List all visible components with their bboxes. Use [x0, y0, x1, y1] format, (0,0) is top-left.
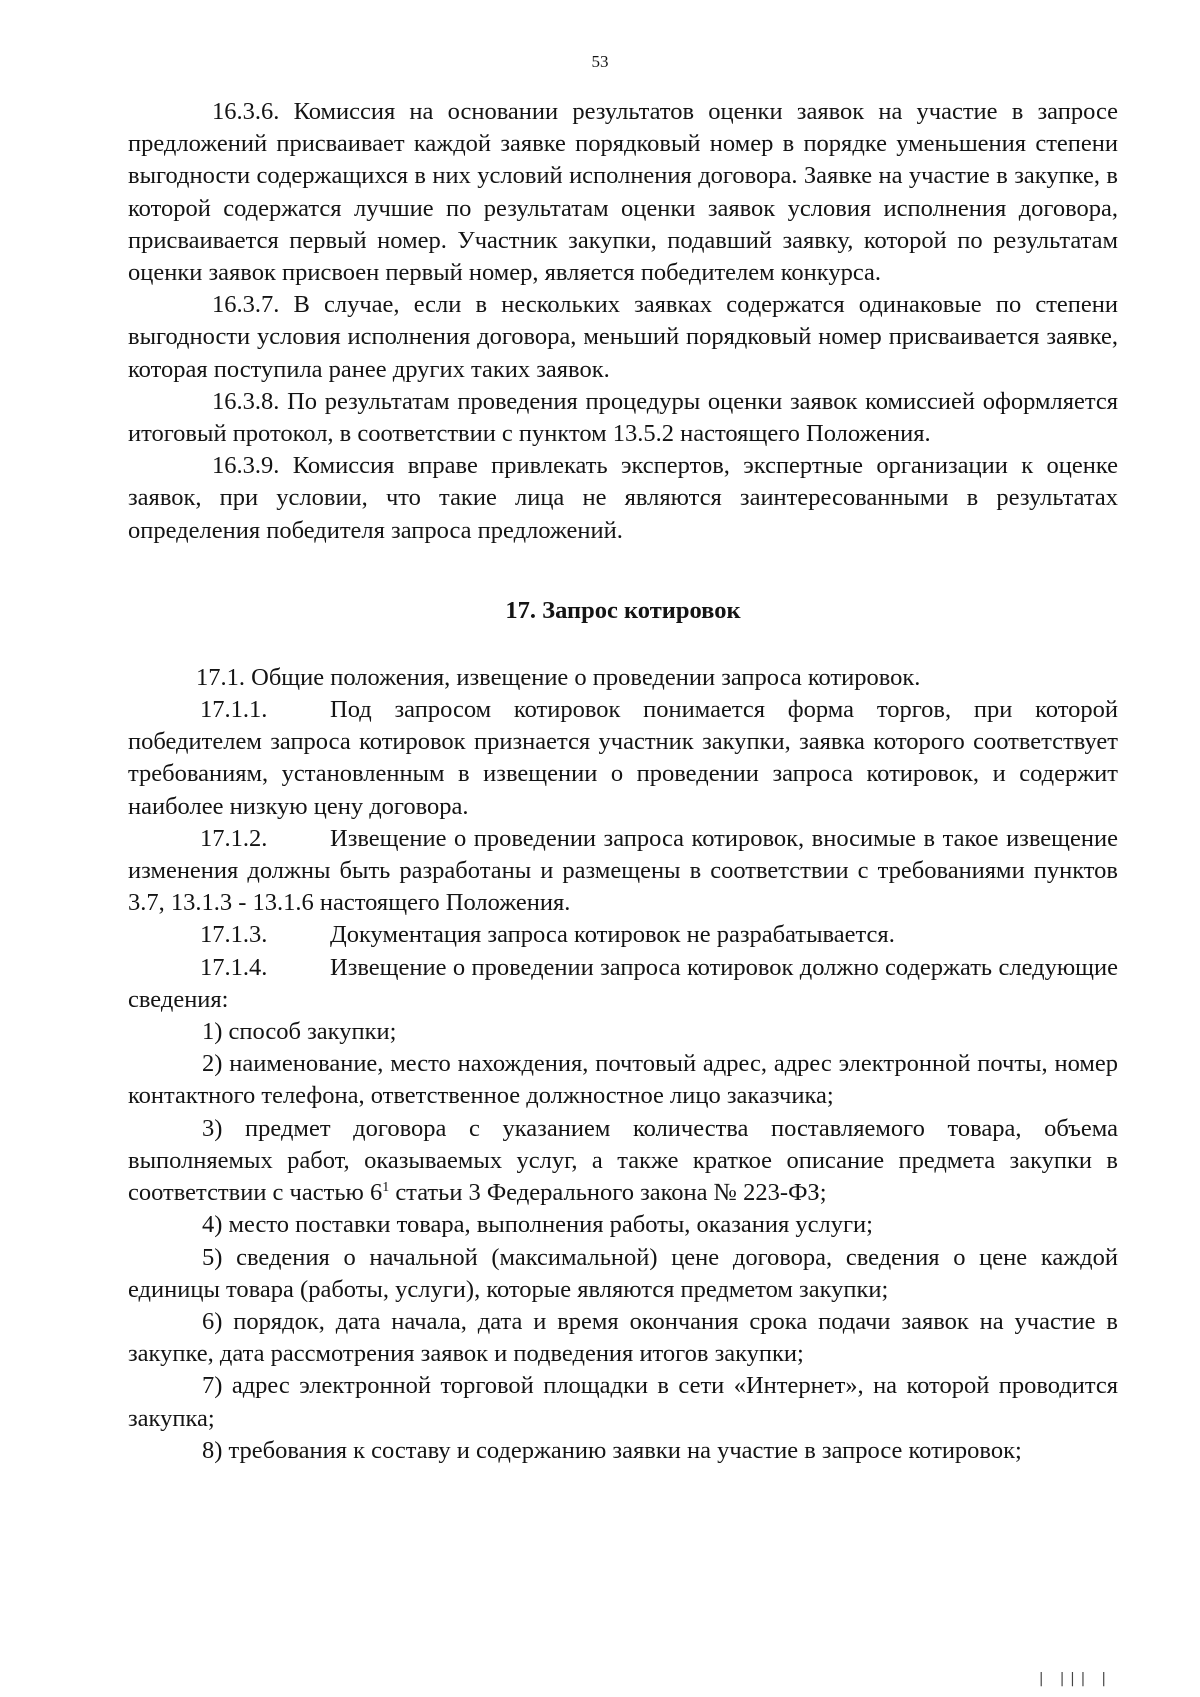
clause-number: 17.1.3. [200, 921, 268, 949]
paragraph-16-3-7: 16.3.7. В случае, если в нескольких заявках содержатся одинаковые по степени выгодности условия исполнения договора, меньший порядковый номер присваивается заявке, которая поступила ранее других таких заявок. [128, 291, 1118, 383]
list-item-text: 3) предмет договора с указанием количества поставляемого товара, объема выполняемых работ, оказываемых услуг, а также краткое описание предмета закупки в соответствии с частью 6 [128, 1114, 1118, 1207]
list-item: 8) требования к составу и содержанию заявки на участие в запросе котировок; [202, 1436, 1022, 1464]
paragraph-16-3-9: 16.3.9. Комиссия вправе привлекать экспертов, экспертные организации к оценке заявок, при условии, что такие лица не являются заинтересованными в результатах определения победителя запроса предложений. [128, 452, 1118, 544]
clause-number: 17.1.4. [200, 953, 268, 981]
scan-artifact: | ||| | [1036, 1671, 1110, 1687]
list-item: 4) место поставки товара, выполнения работы, оказания услуги; [202, 1211, 873, 1239]
sub-heading-17-1: 17.1. Общие положения, извещение о проведении запроса котировок. [196, 663, 921, 691]
document-body [128, 96, 1118, 1467]
list-item-text-tail: статьи 3 Федерального закона № 223-ФЗ; [389, 1179, 827, 1207]
superscript: 1 [382, 1179, 390, 1195]
clause-17-1-2 [128, 823, 1118, 920]
section-heading-17: 17. Запрос котировок [505, 596, 741, 624]
list-item: 5) сведения о начальной (максимальной) цене договора, сведения о цене каждой единицы товара (работы, услуги), которые являются предметом закупки; [128, 1243, 1118, 1303]
list-item: 6) порядок, дата начала, дата и время окончания срока подачи заявок на участие в закупке, дата рассмотрения заявок и подведения итогов закупки; [128, 1307, 1118, 1368]
clause-text: Извещение о проведении запроса котировок должно содержать следующие сведения: [128, 953, 1118, 1013]
clause-17-1-1 [128, 694, 1118, 823]
clause-number: 17.1.2. [200, 824, 268, 852]
page-number: 53 [591, 52, 609, 71]
clause-number: 17.1.1. [200, 696, 268, 724]
clause-text: Под запросом котировок понимается форма торгов, при которой победителем запроса котировок признается участник закупки, заявка которого соответствует требованиям, установленным в извещении о проведении запроса котировок, и содержит наиболее низкую цену договора. [128, 696, 1118, 820]
paragraph-16-3-8: 16.3.8. По результатам проведения процедуры оценки заявок комиссией оформляется итоговый протокол, в соответствии с пунктом 13.5.2 настоящего Положения. [128, 387, 1118, 448]
clause-text: Извещение о проведении запроса котировок, вносимые в такое извещение изменения должны быть разработаны и размещены в соответствии с требованиями пунктов 3.7, 13.1.3 - 13.1.6 настоящего Положения. [128, 824, 1118, 917]
clause-17-1-3 [128, 919, 1118, 951]
clause-text: Документация запроса котировок не разрабатывается. [330, 921, 895, 949]
list-item [128, 1113, 1118, 1210]
paragraph-16-3-6: 16.3.6. Комиссия на основании результатов оценки заявок на участие в запросе предложений присваивает каждой заявке порядковый номер в порядке уменьшения степени выгодности содержащихся в них условий исполнения договора. Заявке на участие в закупке, в которой содержатся лучшие по результатам оценки заявок условия исполнения договора, присваивается первый номер. Участник закупки, подавший заявку, которой по результатам оценки заявок присвоен первый номер, является победителем конкурса. [128, 98, 1118, 287]
list-item: 2) наименование, место нахождения, почтовый адрес, адрес электронной почты, номер контактного телефона, ответственное должностное лицо заказчика; [128, 1050, 1118, 1110]
clause-17-1-4 [128, 952, 1118, 1016]
list-item: 1) способ закупки; [202, 1018, 397, 1046]
list-item: 7) адрес электронной торговой площадки в сети «Интернет», на которой проводится закупка; [128, 1372, 1118, 1432]
